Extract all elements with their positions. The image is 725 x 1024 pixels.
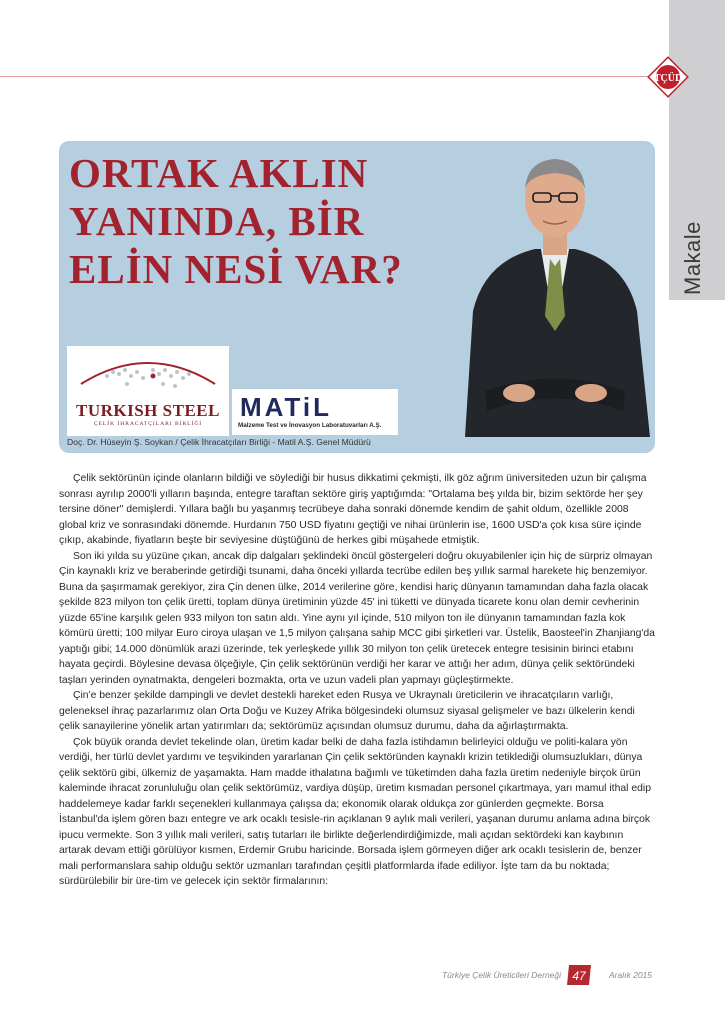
article-body	[59, 471, 655, 890]
page-number: 47	[572, 969, 586, 983]
footer-publisher: Türkiye Çelik Üreticileri Derneği	[441, 970, 561, 980]
article-paragraph: Son iki yılda su yüzüne çıkan, ancak dip dalgaları şeklindeki öncül göstergeleri doğru okuyabilenler için hiç de sürpriz olmayan Çin kaynaklı kriz ve beraberinde getirdiği tsunami, daha önceki yıllarda tecrübe edilen beş yıllık sarmal harekete hiç benzemiyor. Buna da şaşırmamak gerekiyor, zira Çin denen ülke, 2014 verilerine göre, kendisi hariç dünyanın tamamından daha fazla olacak şekilde 823 milyon ton çelik üretti, toplam dünya üretiminin yüzde 45' ini tüketti ve dünyada ticarete konu olan demir cevherinin yüzde 65'ine karşılık gelen 933 milyon ton satın aldı. Yine aynı yıl içinde, 510 milyon ton ile dünyanın tamamından fazla kok kömürü üretti; 100 milyar Euro ciroya ulaşan ve 1,5 milyon çalışana sahip MCC gibi şirketleri var. Üstelik, Baosteel'in Zhanjiang'da yaptığı gibi; 14.000 dönümlük arazi üzerinde, tek yerleşkede yıllık 30 milyon ton çelik üretecek entegre tesisinin birinci etabını hayata geçirdi. Böylesine devasa ölçeğiyle, Çin çelik sektörünün verdiği her karar ve attığı her adım, dünya çelik sektöründeki taşları yerinden oynatmakta, dengeleri bozmakta, orta ve uzun vadeli plan yapmayı güçleştirmekte.	[59, 550, 655, 686]
header-rule	[0, 76, 660, 77]
matil-subtitle: Malzeme Test ve İnovasyon Laboratuvarları A.Ş.	[238, 422, 382, 429]
article-hero	[59, 141, 655, 453]
page-number-badge	[565, 962, 593, 988]
author-portrait	[455, 141, 655, 437]
turkish-steel-logo	[67, 346, 229, 436]
matil-name: MATiL	[240, 392, 333, 422]
matil-logo	[232, 389, 398, 435]
section-tab-label: Makale	[680, 221, 705, 295]
photo-caption: Doç. Dr. Hüseyin Ş. Soykan / Çelik İhracatçıları Birliği - Matil A.Ş. Genel Müdürü	[67, 437, 371, 447]
turkish-steel-name: TURKISH STEEL	[76, 401, 220, 420]
footer-date: Aralık 2015	[609, 970, 652, 980]
title-line: YANINDA, BİR	[69, 198, 365, 244]
article-title	[69, 149, 403, 293]
turkish-steel-subtitle: ÇELİK İHRACATÇILARI BİRLİĞİ	[93, 421, 203, 427]
title-line: ORTAK AKLIN	[69, 150, 369, 196]
tcud-logo-badge	[646, 55, 690, 99]
article-paragraph: Çok büyük oranda devlet tekelinde olan, üretim kadar belki de daha fazla istihdamın belirleyici olduğu ve politi-kalara yön verdiği, her türlü devlet yardımı ve teşvikinden yararlanan Çin çelik sektöründen kaynaklı krizin tetiklediği olumsuzlukları, dünya çelik sektörü gibi, ülkemiz de yaşamakta. Ham madde ithalatına bağımlı ve tüketimden daha fazla üretim nedeniyle birçok ürün kaleminde ihracat zorunluluğu olan çelik sektörümüz, vardiya düşüp, üretim kısmadan personel çıkartmaya, yarı mamul ithal edip haddelemeye kadar farklı seçenekleri kullanmaya çalışsa da; ekonomik olarak oldukça zor günlerden geçmekte. Borsa İstanbul'da işlem gören bazı entegre ve ark ocaklı tesisle-rin açıklanan 9 aylık mali verileri, yaşanan durumu anlama adına birçok ipucu vermekte. Son 3 yıllık mali verileri, satış tutarları ile birlikte değerlendirdiğimizde, mali açıdan sektördeki kan kaybının artarak devam ettiği görülüyor kısmen, Erdemir Grubu haricinde. Borsada işlem görmeyen diğer ark ocaklı tesislerin de, benzer mali performanslara sahip olduğu sektör uzmanları tarafından çeşitli platformlarda ifade ediliyor. İşte tam da bu noktada; sürdürülebilir bir üre-tim ve gelecek için sektör firmalarının:	[59, 736, 651, 887]
article-paragraph: Çin'e benzer şekilde dampingli ve devlet destekli hareket eden Rusya ve Ukraynalı üreticilerin ve ihracatçıların varlığı, geleneksel ihraç pazarlarımız olan Orta Doğu ve Kuzey Afrika bölgesindeki olumsuz siyasal gelişmeler ve bazı ülkelerin kendi çelik sanayilerine yönelik artan yatırımları da; sektörümüz açısından olumsuz durumu, daha da ağırlaştırmakta.	[59, 690, 635, 732]
badge-text: TÇÜD	[653, 73, 683, 84]
world-map-icon	[67, 346, 229, 402]
title-line: ELİN NESİ VAR?	[69, 246, 403, 292]
article-paragraph: Çelik sektörünün içinde olanların bildiği ve söylediği bir husus dikkatimi çekmişti, ilk göz ağrım üniversiteden uzun bir çalışma sonrası ayrılıp 2000'li yılların başında, entegre taraftan sektöre giriş yaptığımda: "Ortalama beş yılda bir, bizim sektörde her şey tersine döner" demişlerdi. Yıllara bağlı bu yaşanmış tecrübeye daha sonraki dönemde kendim de şahit oldum, özellikle 2008 global kriz ve sonrasındaki dönemde. Hurdanın 750 USD fiyatını geçtiği ve nihai ürünlerin ise, 1600 USD'a çok kısa süre içinde çıkıp, akabinde, fiyatların beşte bir seviyesine düştüğünü de herkes gibi müşahede etmiştik.	[59, 473, 647, 546]
